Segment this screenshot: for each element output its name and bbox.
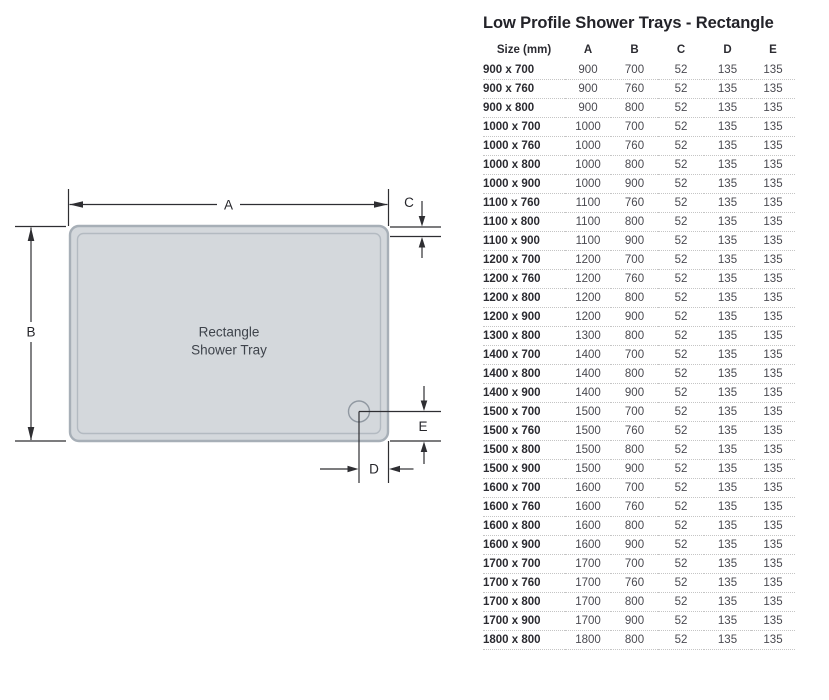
- table-row: [483, 422, 795, 441]
- size-cell: 900 x 700: [483, 61, 565, 80]
- value-cell: 135: [704, 137, 751, 156]
- value-cell: 52: [658, 555, 704, 574]
- value-cell: 135: [751, 612, 795, 631]
- value-cell: 135: [751, 289, 795, 308]
- size-cell: 1100 x 800: [483, 213, 565, 232]
- value-cell: 760: [611, 80, 658, 99]
- page-title: Low Profile Shower Trays - Rectangle: [483, 14, 774, 32]
- value-cell: 1700: [565, 593, 611, 612]
- col-header-d: D: [723, 44, 732, 56]
- value-cell: 135: [704, 194, 751, 213]
- table-row: [483, 137, 795, 156]
- value-cell: 52: [658, 593, 704, 612]
- value-cell: 1600: [565, 536, 611, 555]
- value-cell: 135: [751, 593, 795, 612]
- value-cell: 135: [704, 422, 751, 441]
- table-row: [483, 156, 795, 175]
- value-cell: 700: [611, 346, 658, 365]
- table-row: [483, 118, 795, 137]
- dim-e-label: E: [418, 419, 428, 434]
- value-cell: 1600: [565, 479, 611, 498]
- dim-a-label: A: [223, 197, 234, 213]
- value-cell: 52: [658, 517, 704, 536]
- dim-d-arrow-right: [348, 466, 359, 473]
- value-cell: 52: [658, 232, 704, 251]
- spec-table: [483, 40, 795, 650]
- value-cell: 1000: [565, 175, 611, 194]
- dim-a-arrow-right: [374, 201, 388, 208]
- size-cell: 1300 x 800: [483, 327, 565, 346]
- value-cell: 900: [565, 99, 611, 118]
- value-cell: 1000: [565, 137, 611, 156]
- table-row: [483, 574, 795, 593]
- value-cell: 1000: [565, 118, 611, 137]
- size-cell: 1700 x 900: [483, 612, 565, 631]
- value-cell: 135: [704, 308, 751, 327]
- value-cell: 700: [611, 479, 658, 498]
- value-cell: 52: [658, 327, 704, 346]
- value-cell: 135: [751, 61, 795, 80]
- value-cell: 800: [611, 156, 658, 175]
- value-cell: 760: [611, 422, 658, 441]
- value-cell: 52: [658, 251, 704, 270]
- table-row: [483, 479, 795, 498]
- table-row: [483, 384, 795, 403]
- table-row: [483, 99, 795, 118]
- value-cell: 1400: [565, 384, 611, 403]
- value-cell: 135: [751, 384, 795, 403]
- table-row: [483, 194, 795, 213]
- value-cell: 135: [704, 270, 751, 289]
- value-cell: 135: [751, 251, 795, 270]
- value-cell: 135: [704, 232, 751, 251]
- value-cell: 1500: [565, 460, 611, 479]
- table-row: [483, 327, 795, 346]
- table-row: [483, 555, 795, 574]
- value-cell: 900: [611, 175, 658, 194]
- size-cell: 1800 x 800: [483, 631, 565, 650]
- dim-d-arrow-left: [389, 466, 400, 473]
- table-row: [483, 536, 795, 555]
- value-cell: 135: [704, 80, 751, 99]
- value-cell: 52: [658, 80, 704, 99]
- table-row: [483, 460, 795, 479]
- value-cell: 760: [611, 137, 658, 156]
- table-row: [483, 308, 795, 327]
- value-cell: 135: [751, 517, 795, 536]
- size-cell: 1100 x 760: [483, 194, 565, 213]
- size-cell: 1100 x 900: [483, 232, 565, 251]
- size-cell: 900 x 800: [483, 99, 565, 118]
- value-cell: 135: [704, 289, 751, 308]
- size-cell: 1500 x 700: [483, 403, 565, 422]
- size-cell: 1200 x 900: [483, 308, 565, 327]
- size-cell: 1600 x 900: [483, 536, 565, 555]
- value-cell: 52: [658, 156, 704, 175]
- value-cell: 800: [611, 289, 658, 308]
- value-cell: 135: [751, 270, 795, 289]
- value-cell: 52: [658, 536, 704, 555]
- table-row: [483, 365, 795, 384]
- size-cell: 1700 x 800: [483, 593, 565, 612]
- value-cell: 900: [611, 612, 658, 631]
- value-cell: 135: [704, 99, 751, 118]
- value-cell: 135: [751, 156, 795, 175]
- value-cell: 135: [704, 118, 751, 137]
- size-cell: 1600 x 760: [483, 498, 565, 517]
- value-cell: 900: [565, 80, 611, 99]
- dim-e-arrow-down: [421, 401, 428, 412]
- value-cell: 52: [658, 441, 704, 460]
- value-cell: 52: [658, 194, 704, 213]
- value-cell: 700: [611, 251, 658, 270]
- value-cell: 135: [704, 61, 751, 80]
- value-cell: 900: [565, 61, 611, 80]
- value-cell: 900: [611, 232, 658, 251]
- value-cell: 52: [658, 213, 704, 232]
- value-cell: 135: [751, 555, 795, 574]
- value-cell: 135: [751, 441, 795, 460]
- value-cell: 1100: [565, 194, 611, 213]
- size-cell: 1000 x 700: [483, 118, 565, 137]
- value-cell: 1500: [565, 422, 611, 441]
- value-cell: 135: [751, 99, 795, 118]
- value-cell: 800: [611, 99, 658, 118]
- value-cell: 52: [658, 612, 704, 631]
- value-cell: 1300: [565, 327, 611, 346]
- value-cell: 1100: [565, 232, 611, 251]
- value-cell: 135: [704, 574, 751, 593]
- spec-panel: [483, 14, 799, 650]
- value-cell: 800: [611, 213, 658, 232]
- dimension-c: [390, 195, 441, 258]
- shower-tray-diagram: [0, 180, 470, 505]
- size-cell: 1700 x 700: [483, 555, 565, 574]
- value-cell: 52: [658, 289, 704, 308]
- value-cell: 135: [704, 555, 751, 574]
- value-cell: 52: [658, 270, 704, 289]
- value-cell: 800: [611, 631, 658, 650]
- value-cell: 1600: [565, 498, 611, 517]
- value-cell: 135: [751, 536, 795, 555]
- value-cell: 135: [751, 631, 795, 650]
- col-header-c: C: [676, 44, 686, 56]
- value-cell: 135: [704, 612, 751, 631]
- table-row: [483, 517, 795, 536]
- table-row: [483, 289, 795, 308]
- size-cell: 1400 x 900: [483, 384, 565, 403]
- value-cell: 1500: [565, 441, 611, 460]
- value-cell: 1700: [565, 574, 611, 593]
- value-cell: 52: [658, 137, 704, 156]
- col-header-a: A: [583, 44, 593, 56]
- size-cell: 1000 x 760: [483, 137, 565, 156]
- table-row: [483, 175, 795, 194]
- dim-c-label: C: [404, 195, 414, 210]
- value-cell: 760: [611, 574, 658, 593]
- value-cell: 135: [751, 422, 795, 441]
- value-cell: 1700: [565, 612, 611, 631]
- value-cell: 52: [658, 99, 704, 118]
- value-cell: 135: [704, 479, 751, 498]
- spec-table-body: [483, 61, 795, 650]
- value-cell: 900: [611, 536, 658, 555]
- tray-label-line1: Rectangle: [198, 324, 260, 340]
- value-cell: 1400: [565, 346, 611, 365]
- table-row: [483, 498, 795, 517]
- size-cell: 1000 x 800: [483, 156, 565, 175]
- value-cell: 135: [751, 213, 795, 232]
- value-cell: 135: [751, 118, 795, 137]
- value-cell: 135: [751, 346, 795, 365]
- value-cell: 135: [751, 403, 795, 422]
- table-row: [483, 80, 795, 99]
- table-row: [483, 593, 795, 612]
- value-cell: 760: [611, 498, 658, 517]
- value-cell: 52: [658, 479, 704, 498]
- value-cell: 135: [704, 384, 751, 403]
- col-header-size: Size (mm): [496, 44, 552, 56]
- value-cell: 135: [704, 536, 751, 555]
- value-cell: 135: [704, 441, 751, 460]
- size-cell: 1500 x 800: [483, 441, 565, 460]
- value-cell: 1000: [565, 156, 611, 175]
- value-cell: 1200: [565, 289, 611, 308]
- value-cell: 900: [611, 308, 658, 327]
- size-cell: 1600 x 700: [483, 479, 565, 498]
- header-row: [483, 40, 795, 61]
- value-cell: 52: [658, 346, 704, 365]
- value-cell: 135: [704, 403, 751, 422]
- value-cell: 135: [704, 346, 751, 365]
- value-cell: 1200: [565, 270, 611, 289]
- value-cell: 135: [704, 327, 751, 346]
- value-cell: 52: [658, 308, 704, 327]
- value-cell: 800: [611, 593, 658, 612]
- size-cell: 900 x 760: [483, 80, 565, 99]
- dim-c-arrow-up: [419, 237, 426, 248]
- value-cell: 135: [751, 365, 795, 384]
- value-cell: 760: [611, 270, 658, 289]
- value-cell: 52: [658, 574, 704, 593]
- value-cell: 135: [704, 631, 751, 650]
- value-cell: 135: [751, 232, 795, 251]
- value-cell: 52: [658, 384, 704, 403]
- value-cell: 135: [704, 593, 751, 612]
- size-cell: 1000 x 900: [483, 175, 565, 194]
- dimension-b: [15, 227, 66, 442]
- table-row: [483, 441, 795, 460]
- value-cell: 52: [658, 631, 704, 650]
- size-cell: 1400 x 800: [483, 365, 565, 384]
- value-cell: 1100: [565, 213, 611, 232]
- value-cell: 135: [704, 460, 751, 479]
- table-row: [483, 232, 795, 251]
- dim-a-arrow-left: [70, 201, 84, 208]
- size-cell: 1500 x 900: [483, 460, 565, 479]
- value-cell: 135: [751, 308, 795, 327]
- size-cell: 1400 x 700: [483, 346, 565, 365]
- table-row: [483, 612, 795, 631]
- table-row: [483, 251, 795, 270]
- size-cell: 1200 x 760: [483, 270, 565, 289]
- value-cell: 135: [751, 80, 795, 99]
- dim-b-label: B: [26, 324, 36, 340]
- value-cell: 135: [751, 479, 795, 498]
- dim-b-arrow-top: [28, 228, 35, 242]
- size-cell: 1200 x 800: [483, 289, 565, 308]
- dim-d-label: D: [369, 461, 379, 477]
- tray-label-line2: Shower Tray: [191, 342, 267, 358]
- table-row: [483, 346, 795, 365]
- dim-c-arrow-down: [419, 216, 426, 227]
- value-cell: 135: [751, 574, 795, 593]
- value-cell: 135: [704, 175, 751, 194]
- value-cell: 1200: [565, 251, 611, 270]
- value-cell: 135: [704, 517, 751, 536]
- value-cell: 52: [658, 61, 704, 80]
- col-header-e: E: [769, 44, 777, 56]
- value-cell: 1800: [565, 631, 611, 650]
- value-cell: 700: [611, 403, 658, 422]
- table-row: [483, 213, 795, 232]
- dimension-a: [69, 189, 389, 226]
- value-cell: 52: [658, 460, 704, 479]
- value-cell: 1400: [565, 365, 611, 384]
- dim-e-arrow-up: [421, 442, 428, 453]
- size-cell: 1200 x 700: [483, 251, 565, 270]
- value-cell: 135: [704, 365, 751, 384]
- value-cell: 135: [704, 498, 751, 517]
- value-cell: 760: [611, 194, 658, 213]
- value-cell: 800: [611, 365, 658, 384]
- value-cell: 700: [611, 61, 658, 80]
- value-cell: 135: [751, 460, 795, 479]
- col-header-b: B: [630, 44, 639, 56]
- value-cell: 800: [611, 441, 658, 460]
- value-cell: 1600: [565, 517, 611, 536]
- value-cell: 52: [658, 403, 704, 422]
- value-cell: 700: [611, 555, 658, 574]
- table-row: [483, 403, 795, 422]
- dim-b-arrow-bottom: [28, 427, 35, 441]
- value-cell: 52: [658, 422, 704, 441]
- value-cell: 135: [751, 498, 795, 517]
- size-cell: 1600 x 800: [483, 517, 565, 536]
- value-cell: 1200: [565, 308, 611, 327]
- value-cell: 52: [658, 365, 704, 384]
- value-cell: 135: [704, 156, 751, 175]
- size-cell: 1700 x 760: [483, 574, 565, 593]
- size-cell: 1500 x 760: [483, 422, 565, 441]
- value-cell: 1500: [565, 403, 611, 422]
- value-cell: 800: [611, 327, 658, 346]
- value-cell: 700: [611, 118, 658, 137]
- value-cell: 900: [611, 384, 658, 403]
- value-cell: 1700: [565, 555, 611, 574]
- value-cell: 135: [751, 137, 795, 156]
- value-cell: 800: [611, 517, 658, 536]
- value-cell: 900: [611, 460, 658, 479]
- table-row: [483, 61, 795, 80]
- table-row: [483, 631, 795, 650]
- value-cell: 52: [658, 498, 704, 517]
- value-cell: 135: [751, 175, 795, 194]
- value-cell: 135: [751, 327, 795, 346]
- table-row: [483, 270, 795, 289]
- value-cell: 135: [704, 213, 751, 232]
- value-cell: 52: [658, 118, 704, 137]
- value-cell: 135: [704, 251, 751, 270]
- value-cell: 52: [658, 175, 704, 194]
- value-cell: 135: [751, 194, 795, 213]
